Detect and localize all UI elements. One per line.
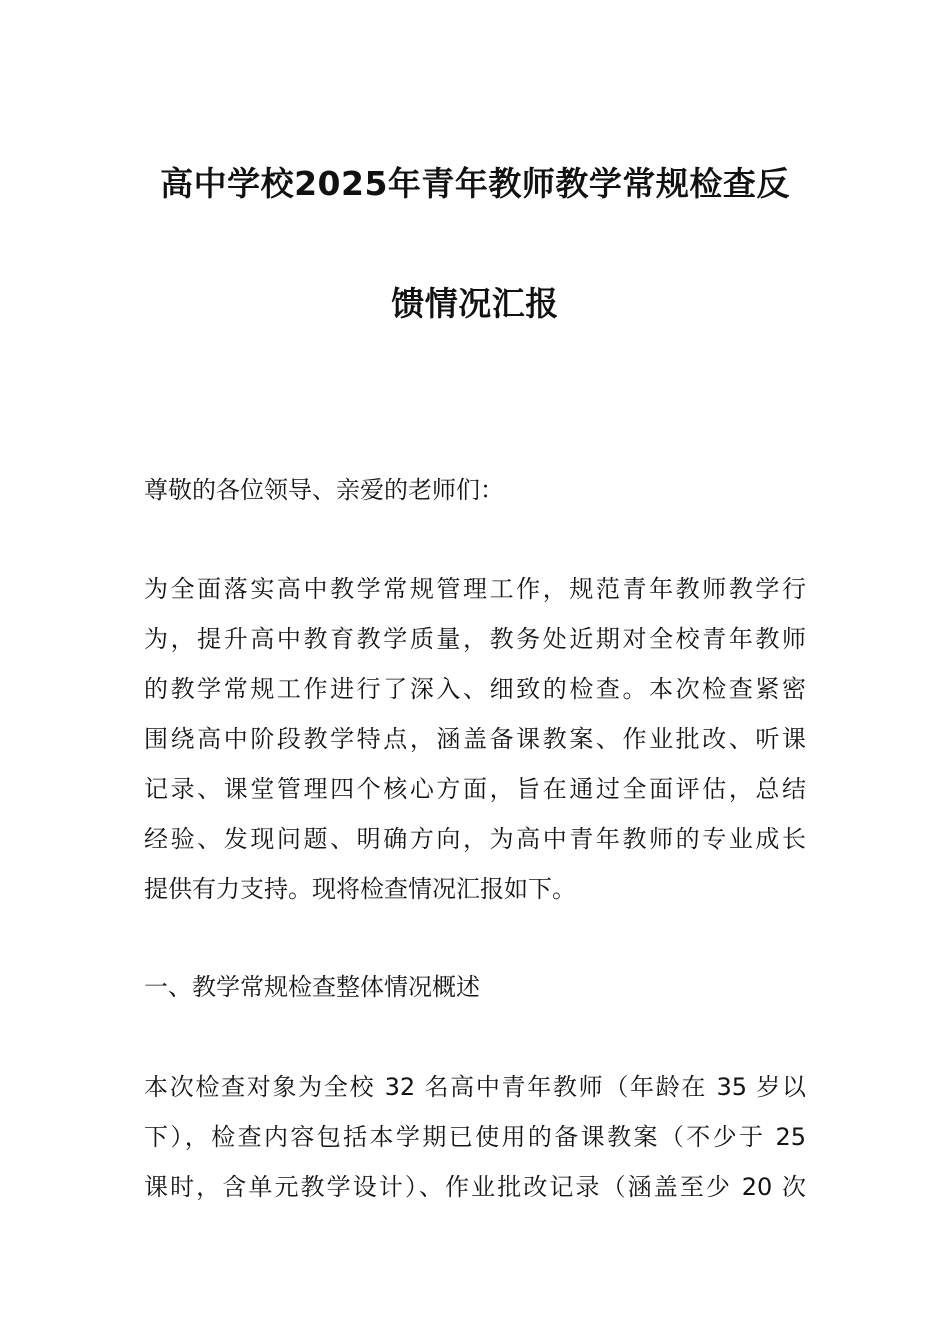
intro-line: 经验、发现问题、明确方向，为高中青年教师的专业成长 (144, 825, 806, 853)
greeting: 尊敬的各位领导、亲爱的老师们： (144, 476, 504, 504)
document-title-line-1: 高中学校2025年青年教师教学常规检查反 (160, 164, 790, 203)
section-body-line: 下），检查内容包括本学期已使用的备课教案（不少于 25 (144, 1123, 806, 1151)
document-title-line-2: 馈情况汇报 (391, 284, 559, 323)
section-body-line: 课时，含单元教学设计）、作业批改记录（涵盖至少 20 次 (144, 1173, 806, 1201)
section-body-line: 本次检查对象为全校 32 名高中青年教师（年龄在 35 岁以 (144, 1073, 806, 1101)
intro-line: 记录、课堂管理四个核心方面，旨在通过全面评估，总结 (144, 775, 806, 803)
intro-line: 围绕高中阶段教学特点，涵盖备课教案、作业批改、听课 (144, 725, 806, 753)
section-heading: 一、教学常规检查整体情况概述 (144, 973, 480, 1001)
intro-line: 提供有力支持。现将检查情况汇报如下。 (144, 875, 576, 903)
intro-line: 为全面落实高中教学常规管理工作，规范青年教师教学行 (144, 575, 806, 603)
intro-line: 的教学常规工作进行了深入、细致的检查。本次检查紧密 (144, 675, 806, 703)
intro-line: 为，提升高中教育教学质量，教务处近期对全校青年教师 (144, 625, 806, 653)
